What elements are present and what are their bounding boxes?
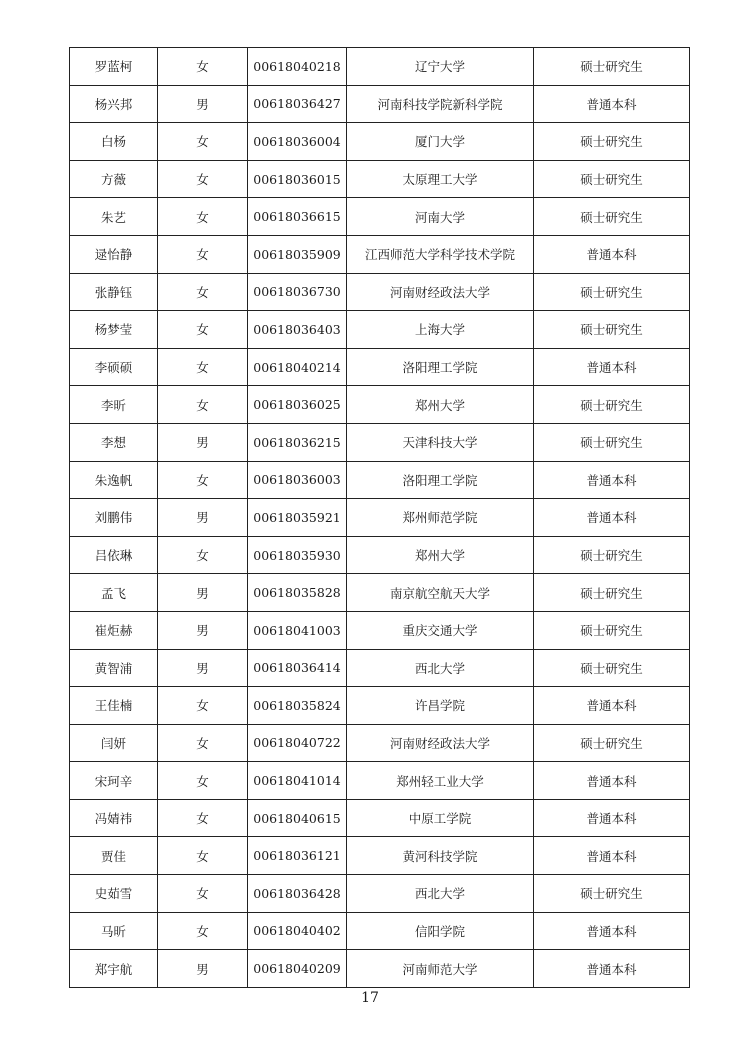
table-row	[70, 875, 690, 913]
cell-gender: 女	[158, 348, 248, 386]
roster-table	[69, 47, 690, 988]
cell-name: 宋珂辛	[70, 762, 158, 800]
cell-name: 逯怡静	[70, 235, 158, 273]
cell-school: 郑州大学	[347, 536, 534, 574]
table-row	[70, 48, 690, 86]
cell-gender: 女	[158, 912, 248, 950]
cell-name: 罗蓝柯	[70, 48, 158, 86]
cell-exam-id: 00618035921	[248, 499, 347, 537]
cell-gender: 男	[158, 423, 248, 461]
table-row	[70, 799, 690, 837]
cell-name: 贾佳	[70, 837, 158, 875]
cell-school: 南京航空航天大学	[347, 574, 534, 612]
cell-exam-id: 00618040214	[248, 348, 347, 386]
cell-exam-id: 00618036730	[248, 273, 347, 311]
roster-table-body	[70, 48, 690, 988]
cell-school: 西北大学	[347, 875, 534, 913]
cell-gender: 男	[158, 611, 248, 649]
cell-gender: 女	[158, 311, 248, 349]
cell-school: 厦门大学	[347, 123, 534, 161]
cell-exam-id: 00618036121	[248, 837, 347, 875]
cell-gender: 女	[158, 160, 248, 198]
table-row	[70, 311, 690, 349]
cell-exam-id: 00618040209	[248, 950, 347, 988]
cell-school: 洛阳理工学院	[347, 461, 534, 499]
cell-exam-id: 00618036003	[248, 461, 347, 499]
table-row	[70, 837, 690, 875]
cell-exam-id: 00618036215	[248, 423, 347, 461]
cell-name: 方薇	[70, 160, 158, 198]
table-row	[70, 160, 690, 198]
cell-gender: 男	[158, 499, 248, 537]
table-row	[70, 499, 690, 537]
table-row	[70, 198, 690, 236]
cell-degree: 硕士研究生	[534, 649, 690, 687]
table-row	[70, 85, 690, 123]
cell-degree: 硕士研究生	[534, 198, 690, 236]
cell-school: 许昌学院	[347, 687, 534, 725]
table-row	[70, 574, 690, 612]
cell-school: 太原理工大学	[347, 160, 534, 198]
cell-name: 黄智浦	[70, 649, 158, 687]
cell-exam-id: 00618035930	[248, 536, 347, 574]
cell-exam-id: 00618040722	[248, 724, 347, 762]
table-row	[70, 348, 690, 386]
cell-exam-id: 00618036403	[248, 311, 347, 349]
cell-degree: 普通本科	[534, 762, 690, 800]
cell-degree: 普通本科	[534, 499, 690, 537]
cell-degree: 硕士研究生	[534, 386, 690, 424]
cell-school: 江西师范大学科学技术学院	[347, 235, 534, 273]
cell-gender: 女	[158, 273, 248, 311]
table-row	[70, 461, 690, 499]
cell-gender: 女	[158, 461, 248, 499]
cell-gender: 女	[158, 123, 248, 161]
table-row	[70, 273, 690, 311]
cell-school: 郑州大学	[347, 386, 534, 424]
cell-school: 河南财经政法大学	[347, 724, 534, 762]
cell-name: 崔炬赫	[70, 611, 158, 649]
cell-school: 郑州轻工业大学	[347, 762, 534, 800]
cell-name: 刘鹏伟	[70, 499, 158, 537]
table-row	[70, 123, 690, 161]
cell-degree: 硕士研究生	[534, 160, 690, 198]
cell-exam-id: 00618041014	[248, 762, 347, 800]
cell-name: 王佳楠	[70, 687, 158, 725]
cell-gender: 男	[158, 649, 248, 687]
table-row	[70, 724, 690, 762]
cell-name: 杨梦莹	[70, 311, 158, 349]
cell-degree: 硕士研究生	[534, 273, 690, 311]
cell-school: 上海大学	[347, 311, 534, 349]
cell-exam-id: 00618036428	[248, 875, 347, 913]
page-number: 17	[361, 990, 379, 1006]
cell-school: 天津科技大学	[347, 423, 534, 461]
cell-school: 河南科技学院新科学院	[347, 85, 534, 123]
cell-exam-id: 00618040402	[248, 912, 347, 950]
cell-exam-id: 00618040218	[248, 48, 347, 86]
cell-name: 吕依琳	[70, 536, 158, 574]
table-row	[70, 235, 690, 273]
cell-degree: 硕士研究生	[534, 574, 690, 612]
cell-gender: 女	[158, 724, 248, 762]
cell-school: 辽宁大学	[347, 48, 534, 86]
cell-degree: 硕士研究生	[534, 875, 690, 913]
table-row	[70, 649, 690, 687]
cell-name: 朱艺	[70, 198, 158, 236]
cell-gender: 女	[158, 687, 248, 725]
cell-name: 郑宇航	[70, 950, 158, 988]
cell-name: 李硕硕	[70, 348, 158, 386]
cell-degree: 普通本科	[534, 461, 690, 499]
cell-name: 李想	[70, 423, 158, 461]
cell-degree: 普通本科	[534, 950, 690, 988]
cell-exam-id: 00618036414	[248, 649, 347, 687]
cell-gender: 女	[158, 48, 248, 86]
cell-exam-id: 00618036015	[248, 160, 347, 198]
cell-exam-id: 00618036025	[248, 386, 347, 424]
cell-name: 杨兴邦	[70, 85, 158, 123]
cell-school: 重庆交通大学	[347, 611, 534, 649]
table-row	[70, 950, 690, 988]
cell-exam-id: 00618041003	[248, 611, 347, 649]
cell-name: 白杨	[70, 123, 158, 161]
cell-gender: 女	[158, 386, 248, 424]
cell-school: 河南师范大学	[347, 950, 534, 988]
cell-degree: 普通本科	[534, 912, 690, 950]
cell-degree: 硕士研究生	[534, 724, 690, 762]
cell-exam-id: 00618036615	[248, 198, 347, 236]
cell-gender: 女	[158, 799, 248, 837]
cell-degree: 硕士研究生	[534, 311, 690, 349]
cell-gender: 女	[158, 762, 248, 800]
cell-school: 中原工学院	[347, 799, 534, 837]
cell-degree: 硕士研究生	[534, 48, 690, 86]
cell-name: 张静钰	[70, 273, 158, 311]
cell-school: 郑州师范学院	[347, 499, 534, 537]
cell-name: 朱逸帆	[70, 461, 158, 499]
cell-name: 李昕	[70, 386, 158, 424]
cell-gender: 女	[158, 198, 248, 236]
cell-name: 史茹雪	[70, 875, 158, 913]
cell-degree: 普通本科	[534, 837, 690, 875]
cell-degree: 硕士研究生	[534, 123, 690, 161]
cell-school: 信阳学院	[347, 912, 534, 950]
table-row	[70, 611, 690, 649]
cell-degree: 普通本科	[534, 348, 690, 386]
cell-gender: 男	[158, 574, 248, 612]
cell-exam-id: 00618036427	[248, 85, 347, 123]
cell-name: 马昕	[70, 912, 158, 950]
cell-degree: 硕士研究生	[534, 611, 690, 649]
cell-school: 西北大学	[347, 649, 534, 687]
cell-school: 河南大学	[347, 198, 534, 236]
table-row	[70, 912, 690, 950]
cell-gender: 女	[158, 536, 248, 574]
table-row	[70, 687, 690, 725]
table-row	[70, 762, 690, 800]
cell-gender: 女	[158, 235, 248, 273]
cell-exam-id: 00618035828	[248, 574, 347, 612]
cell-gender: 女	[158, 875, 248, 913]
table-row	[70, 386, 690, 424]
cell-school: 河南财经政法大学	[347, 273, 534, 311]
cell-degree: 普通本科	[534, 85, 690, 123]
cell-school: 黄河科技学院	[347, 837, 534, 875]
cell-degree: 硕士研究生	[534, 423, 690, 461]
cell-exam-id: 00618036004	[248, 123, 347, 161]
cell-exam-id: 00618040615	[248, 799, 347, 837]
table-row	[70, 536, 690, 574]
cell-gender: 男	[158, 85, 248, 123]
cell-exam-id: 00618035909	[248, 235, 347, 273]
cell-degree: 普通本科	[534, 799, 690, 837]
cell-exam-id: 00618035824	[248, 687, 347, 725]
cell-school: 洛阳理工学院	[347, 348, 534, 386]
cell-name: 闫妍	[70, 724, 158, 762]
cell-gender: 女	[158, 837, 248, 875]
cell-gender: 男	[158, 950, 248, 988]
table-row	[70, 423, 690, 461]
cell-degree: 普通本科	[534, 235, 690, 273]
cell-degree: 硕士研究生	[534, 536, 690, 574]
cell-name: 孟飞	[70, 574, 158, 612]
cell-degree: 普通本科	[534, 687, 690, 725]
cell-name: 冯婧祎	[70, 799, 158, 837]
